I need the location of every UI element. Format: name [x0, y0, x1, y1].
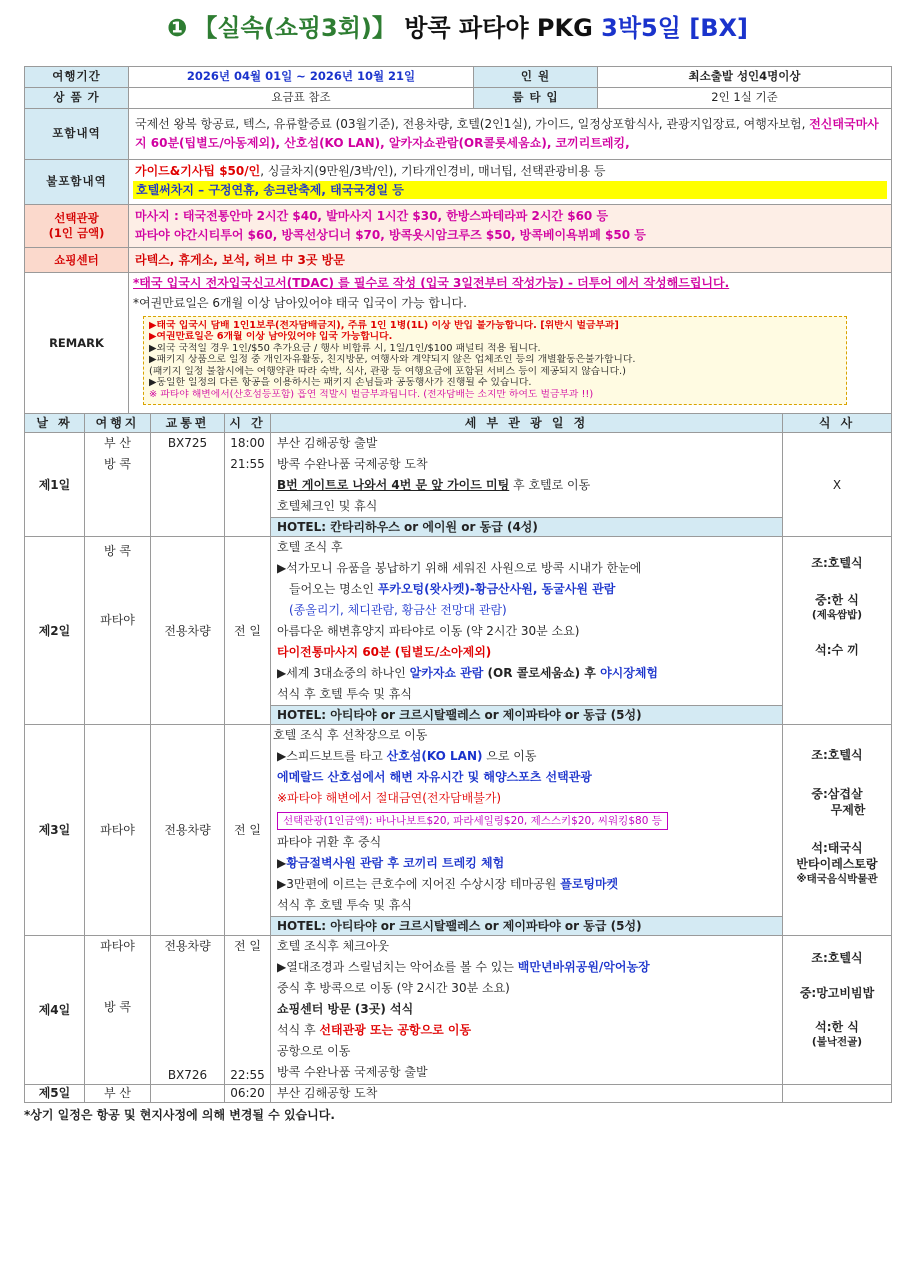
remark-label: REMARK	[25, 273, 129, 414]
day4-line-6: 공항으로 이동	[277, 1044, 351, 1059]
day2-time: 전 일	[225, 537, 271, 725]
day4-dinner-menu: (불낙전골)	[811, 1035, 863, 1048]
remark-notes-box	[143, 316, 847, 405]
day2-lunch-menu: (제육쌈밥)	[811, 608, 863, 621]
day2-night-market: 야시장체험	[600, 666, 659, 681]
exclude-value	[129, 160, 892, 205]
optional-label-2: (1인 금액)	[48, 226, 105, 241]
footer-note: *상기 일정은 항공 및 현지사정에 의해 변경될 수 있습니다.	[24, 1107, 335, 1122]
note-smoking: ※ 파타야 해변에서(산호섬등포함) 흡연 적발시 벌금부과됩니다. (전자담배는 소지만 하여도 벌금부과 !!)	[149, 389, 594, 401]
day4-line-2a: ▶열대조경과 스릴넘치는 악어쇼를 볼 수 있는	[277, 960, 518, 975]
page-title	[24, 0, 891, 66]
day2-place-2: 파타야	[100, 612, 135, 627]
day1-label: 제1일	[25, 433, 85, 537]
day1-line-4: 호텔체크인 및 휴식	[277, 499, 378, 514]
exclude-text: , 싱글차지(9만원/3박/인), 기타개인경비, 매너팁, 선택관광비용 등	[260, 163, 606, 178]
day4-row	[25, 936, 892, 1085]
day4-line-5	[271, 1020, 782, 1041]
day5-meal	[783, 1085, 892, 1102]
remark-value	[129, 273, 892, 414]
day2-transport: 전용차량	[151, 537, 225, 725]
day4-lunch: 중:망고비빔밥	[799, 985, 875, 1000]
day1-guide-meeting: B번 게이트로 나와서 4번 문 앞 가이드 미팅	[277, 478, 510, 493]
day3-line-6	[271, 853, 782, 874]
day4-label: 제4일	[25, 936, 85, 1085]
day2-line-2: ▶석가모니 유품을 봉납하기 위해 세워진 사원으로 방콕 시내가 한눈에	[277, 561, 642, 576]
day5-time: 06:20	[225, 1085, 271, 1102]
day2-meal	[783, 537, 892, 725]
day1-times	[225, 433, 271, 537]
title-route: 방콕 파타야 PKG	[404, 14, 593, 42]
optional-line-2: 파타야 야간시티투어 $60, 방콕선상디너 $70, 방콕욧시암크루즈 $50, 방콕베이욕뷔페 $50 등	[135, 228, 646, 243]
day2-breakfast: 조:호텔식	[811, 556, 863, 571]
remark-tdac: *태국 입국시 전자입국신고서(TDAC) 를 필수로 작성 (입국 3일전부터 작성가능) - 더투어 에서 작성해드립니다.	[133, 276, 730, 291]
info-table	[24, 66, 892, 414]
day2-line-8: 석식 후 호텔 투숙 및 휴식	[277, 687, 412, 702]
day4-shopping: 쇼핑센터 방문 (3곳) 석식	[277, 1002, 414, 1017]
itinerary-page	[24, 0, 891, 1123]
remark-passport: *여권만료일은 6개월 이상 남아있어야 태국 입국이 가능 합니다.	[133, 295, 467, 310]
day4-vehicle: 전용차량	[164, 939, 211, 954]
include-highlight: 전신태국마사지 60분(팁별도/아동제외), 산호섬(KO LAN), 알카자쇼관람(OR콜롯세움쇼), 코끼리트레킹,	[135, 117, 879, 150]
day1-transport	[151, 433, 225, 537]
day2-lunch: 중:한 식	[815, 592, 859, 607]
optional-line-1: 마사지 : 태국전통안마 2시간 $40, 발마사지 1시간 $30, 한방스파테라파 2시간 $60 등	[135, 209, 609, 223]
day1-line-2: 방콕 수완나품 국제공항 도착	[277, 457, 428, 472]
day1-line-1: 부산 김해공항 출발	[277, 436, 378, 451]
day3-lunch-menu: 무제한	[830, 802, 866, 817]
day3-line-2c: 으로 이동	[482, 749, 537, 764]
surcharge-note: 호텔써차지 – 구정연휴, 송크란축제, 태국국경일 등	[133, 181, 887, 199]
day2-alcazar: 알카자쇼 관람	[409, 666, 484, 681]
day5-transport	[151, 1085, 225, 1102]
day1-schedule	[271, 433, 783, 537]
note-passport: ▶여권만료일은 6개월 이상 남아있어야 입국 가능합니다.	[149, 331, 393, 343]
day1-time-1: 18:00	[230, 436, 265, 451]
day1-move-hotel: 후 호텔로 이동	[509, 478, 591, 493]
day3-hotel: HOTEL: 아티타야 or 크르시탈팰레스 or 제이파타야 or 동급 (5성)	[271, 916, 782, 935]
day4-time-2: 22:55	[230, 1067, 265, 1082]
day1-time-2: 21:55	[230, 457, 265, 472]
shopping-label: 쇼핑센터	[25, 248, 129, 273]
day1-place-2: 방 콕	[104, 457, 131, 472]
day4-place-2: 방 콕	[104, 999, 131, 1014]
day3-dinner-note: ※태국음식박물관	[796, 873, 878, 886]
optional-value	[129, 205, 892, 248]
day4-places	[85, 936, 151, 1085]
day3-line-6a: ▶	[277, 856, 287, 871]
day2-row	[25, 537, 892, 725]
day2-label: 제2일	[25, 537, 85, 725]
day4-line-3: 중식 후 방콕으로 이동 (약 2시간 30분 소요)	[277, 981, 510, 996]
day2-line-7	[271, 663, 782, 684]
day5-line: 부산 김해공항 도착	[271, 1085, 783, 1102]
include-value	[129, 109, 892, 160]
day2-line-7c: (OR 콜로세움쇼) 후	[483, 666, 601, 681]
day3-schedule	[271, 725, 783, 936]
day3-line-8: 석식 후 호텔 투숙 및 휴식	[277, 898, 412, 913]
day3-dinner: 석:태국식	[811, 840, 863, 855]
note-foreign: ▶외국 국적일 경우 1인/$50 추가요금 / 행사 비합류 시, 1일/1인/$100 패널티 적용 됩니다.	[149, 342, 541, 354]
day1-flight: BX725	[167, 436, 208, 451]
day3-time: 전 일	[225, 725, 271, 936]
exclude-guide-tip: 가이드&기사팁 $50/인	[135, 163, 261, 178]
day2-line-7a: ▶세계 3대쇼중의 하나인	[277, 666, 410, 681]
people-value: 최소출발 성인4명이상	[598, 67, 892, 88]
day1-hotel: HOTEL: 칸타리하우스 or 에이원 or 동급 (4성)	[271, 517, 782, 536]
day2-massage: 타이전통마사지 60분 (팁별도/소아제외)	[277, 645, 492, 660]
day2-hotel: HOTEL: 아티타야 or 크르시탈팰레스 or 제이파타야 or 동급 (5성)	[271, 705, 782, 724]
col-date: 날 짜	[25, 414, 85, 433]
number-badge-icon: ❶	[167, 14, 188, 42]
day5-label: 제5일	[25, 1085, 85, 1102]
col-schedule: 세 부 관 광 일 정	[271, 414, 783, 433]
day1-row	[25, 433, 892, 537]
day3-optional-box: 선택관광(1인금액): 바나나보트$20, 파라세일링$20, 제스스키$20, 씨워킹$80 등	[277, 812, 668, 830]
day3-line-2a: ▶스피드보트를 타고	[277, 749, 387, 764]
period-label: 여행기간	[25, 67, 129, 88]
include-label: 포함내역	[25, 109, 129, 160]
period-value: 2026년 04월 01일 ~ 2026년 10월 21일	[129, 67, 474, 88]
day2-line-3-text: 들어오는 명소인	[289, 582, 378, 597]
day4-line-5a: 석식 후	[277, 1023, 320, 1038]
day4-schedule	[271, 936, 783, 1085]
people-label: 인 원	[474, 67, 598, 88]
day3-dinner-place: 반타이레스토랑	[796, 857, 878, 872]
day2-schedule	[271, 537, 783, 725]
day4-flight: BX726	[167, 1067, 208, 1082]
optional-label	[25, 205, 129, 248]
day4-time: 전 일	[234, 939, 261, 954]
note-package-sub: (패키지 일정 불참시에는 여행약관 따라 숙박, 식사, 관광 등 여행요금에 포함된 서비스 등이 제공되지 않습니다.)	[149, 365, 626, 377]
include-text: 국제선 왕복 항공료, 텍스, 유류할증료 (03월기준), 전용차량, 호텔(2인1실), 가이드, 일정상포함식사, 관광지입장료, 여행자보험,	[135, 117, 810, 132]
day2-temple-tour: 푸카오텅(왓사켓)-황금산사원, 동굴사원 관람	[377, 582, 616, 597]
day3-line-7	[271, 874, 782, 895]
title-shopping-label: 【실속(쇼핑3회)】	[193, 14, 396, 42]
note-joint: ▶동일한 일정의 다른 항공을 이용하시는 패키지 손님들과 공동행사가 진행될 수 있습니다.	[149, 377, 532, 389]
day2-line-1: 호텔 조식 후	[277, 540, 343, 555]
day3-optional-wrap	[271, 809, 782, 832]
col-time: 시 간	[225, 414, 271, 433]
price-value: 요금표 참조	[129, 88, 474, 109]
day4-place-1: 파타야	[100, 939, 135, 954]
day3-breakfast: 조:호텔식	[811, 748, 863, 763]
day3-meal	[783, 725, 892, 936]
col-meal: 식 사	[783, 414, 892, 433]
day2-line-4: (종올리기, 체디관람, 황금산 전망대 관람)	[289, 603, 507, 618]
optional-label-1: 선택관광	[54, 210, 99, 225]
day4-dinner: 석:한 식	[815, 1019, 859, 1034]
day4-crocodile-farm: 백만년바위공원/악어농장	[517, 960, 650, 975]
day1-line-3	[271, 475, 782, 496]
note-package: ▶패키지 상품으로 일정 중 개인자유활동, 친지방문, 여행사와 계약되지 않은 업체조인 등의 개별활동은불가합니다.	[149, 354, 636, 366]
price-label: 상 품 가	[25, 88, 129, 109]
day2-line-3	[271, 579, 782, 600]
day3-line-5: 파타야 귀환 후 중식	[277, 835, 382, 850]
exclude-label: 불포함내역	[25, 160, 129, 205]
itinerary-table	[24, 413, 892, 1102]
day4-breakfast: 조:호텔식	[811, 951, 863, 966]
day3-beach-time: 에메랄드 산호섬에서 해변 자유시간 및 해양스포츠 선택관광	[277, 770, 592, 785]
day3-label: 제3일	[25, 725, 85, 936]
col-place: 여행지	[85, 414, 151, 433]
title-duration: 3박5일 [BX]	[601, 14, 748, 42]
day3-line-2	[271, 746, 782, 767]
shopping-value: 라텍스, 휴게소, 보석, 허브 中 3곳 방문	[129, 248, 892, 273]
day2-dinner: 석:수 끼	[815, 642, 859, 657]
day1-meal: X	[783, 433, 892, 537]
day2-place-1: 방 콕	[104, 544, 131, 559]
day4-meal	[783, 936, 892, 1085]
day3-line-1: 호텔 조식 후 선착장으로 이동	[273, 728, 428, 743]
day1-places	[85, 433, 151, 537]
day2-places	[85, 537, 151, 725]
day4-times	[225, 936, 271, 1085]
day5-row	[25, 1085, 892, 1102]
day4-transport	[151, 936, 225, 1085]
note-tobacco: ▶태국 입국시 담배 1인1보루(전자담배금지), 주류 1인 1병(1L) 이상 반입 불가능합니다. [위반시 벌금부과]	[149, 319, 619, 331]
day3-place: 파타야	[85, 725, 151, 936]
day1-place-1: 부 산	[104, 436, 131, 451]
day3-elephant: 황금절벽사원 관람 후 코끼리 트레킹 체험	[286, 856, 505, 871]
day3-transport: 전용차량	[151, 725, 225, 936]
day3-no-smoking: ※파타야 해변에서 절대금연(전자담배불가)	[277, 791, 502, 806]
col-transport: 교통편	[151, 414, 225, 433]
day5-place: 부 산	[85, 1085, 151, 1102]
room-label: 룸 타 입	[474, 88, 598, 109]
day4-line-2	[271, 957, 782, 978]
day3-line-7a: ▶3만편에 이르는 큰호수에 지어진 수상시장 테마공원	[277, 877, 561, 892]
day3-lunch: 중:삼겹살	[811, 786, 863, 801]
day3-coral-island: 산호섬(KO LAN)	[386, 749, 483, 764]
day4-optional-or-airport: 선태관광 또는 공항으로 이동	[319, 1023, 472, 1038]
day3-floating-market: 플로팅마켓	[560, 877, 619, 892]
room-value: 2인 1실 기준	[598, 88, 892, 109]
day4-line-7: 방콕 수완나품 국제공항 출발	[277, 1065, 428, 1080]
day3-row	[25, 725, 892, 936]
day2-line-5: 아름다운 해변휴양지 파타야로 이동 (약 2시간 30분 소요)	[277, 624, 580, 639]
day4-line-1: 호텔 조식후 체크아웃	[277, 939, 389, 954]
